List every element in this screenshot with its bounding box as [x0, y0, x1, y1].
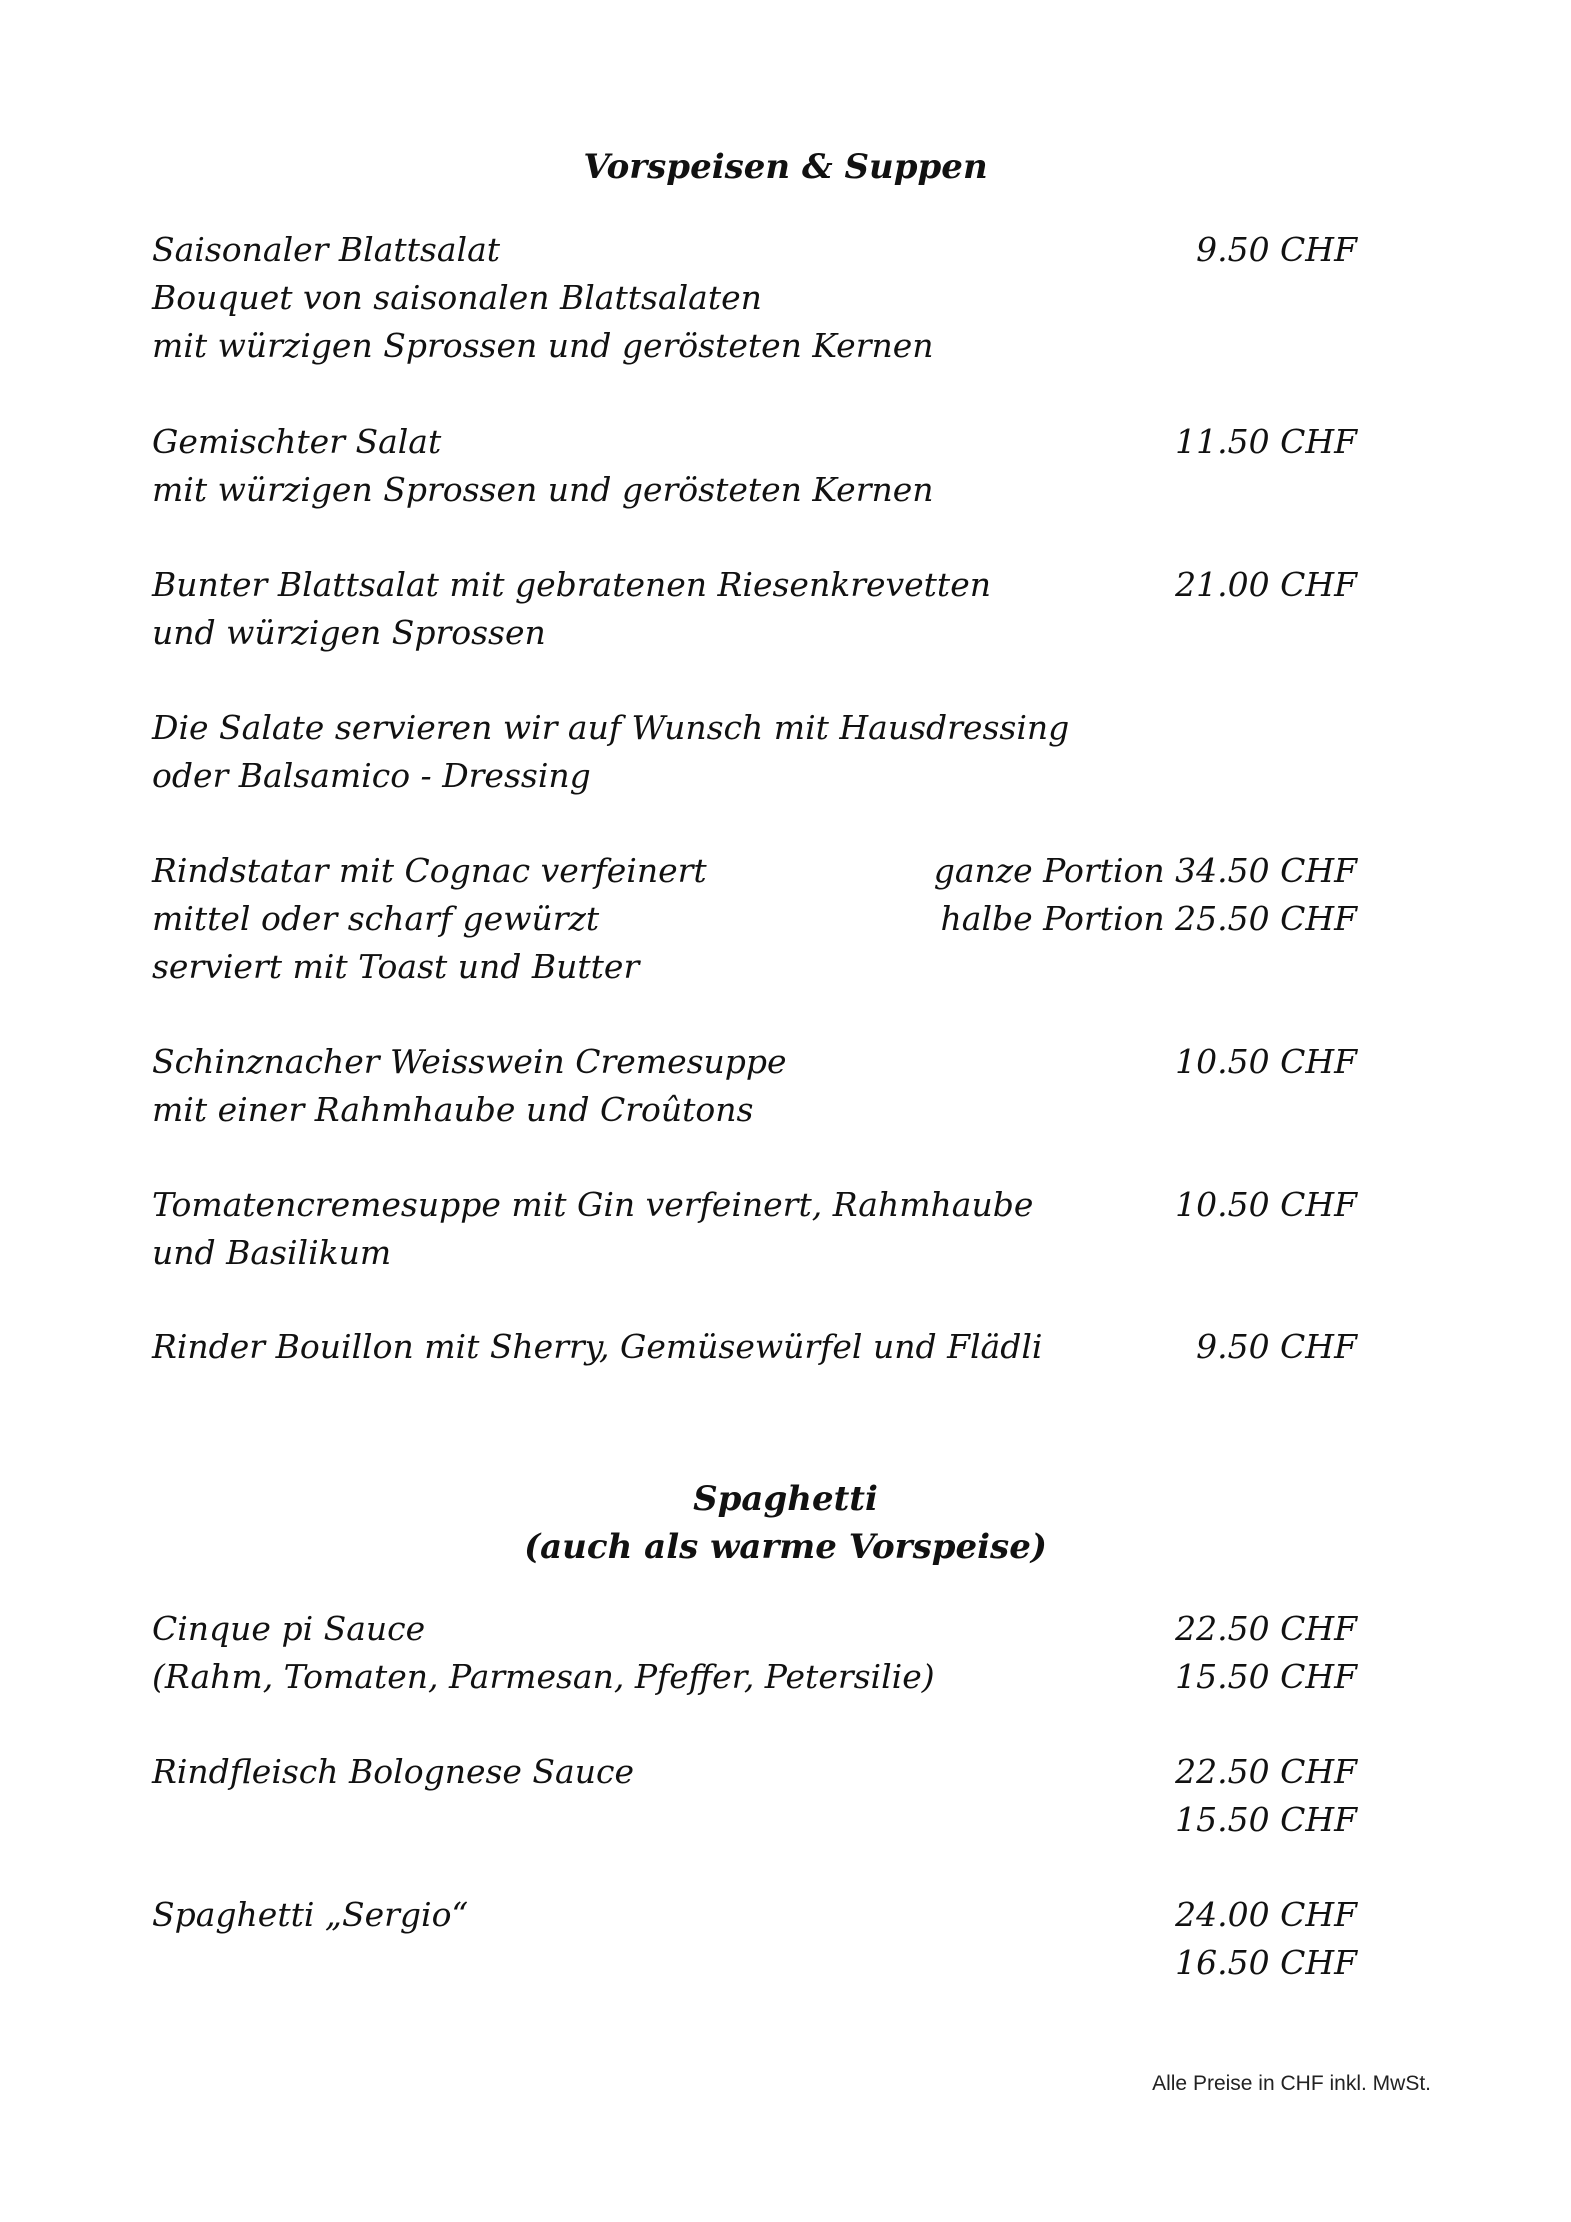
item-name: Rinder Bouillon mit Sherry, Gemüsewürfel und Flädli [152, 1327, 1043, 1366]
section-heading: Vorspeisen & Suppen [583, 147, 988, 187]
item-price: 24.00 CHF [1175, 1895, 1357, 1934]
item-price: 10.50 CHF [1175, 1185, 1357, 1224]
menu-line [152, 466, 1357, 514]
menu-line [152, 1038, 1357, 1086]
item-name: Schinznacher Weisswein Cremesuppe [152, 1042, 787, 1081]
item-price: 22.50 CHF [1175, 1752, 1357, 1791]
item-description: mit einer Rahmhaube und Croûtons [152, 1090, 754, 1129]
item-price: 16.50 CHF [1175, 1943, 1357, 1982]
item-description: serviert mit Toast und Butter [152, 947, 640, 986]
item-description: mit würzigen Sprossen und gerösteten Kernen [152, 470, 934, 509]
item-price: 10.50 CHF [1175, 1042, 1357, 1081]
item-price: ganze Portion 34.50 CHF [933, 851, 1357, 890]
menu-line [152, 418, 1357, 466]
menu-line [152, 752, 1357, 800]
item-price: 22.50 CHF [1175, 1609, 1357, 1648]
menu-line [152, 704, 1357, 752]
item-name: Saisonaler Blattsalat [152, 230, 501, 269]
menu-line [152, 1181, 1357, 1229]
item-name: Spaghetti „Sergio“ [152, 1895, 469, 1934]
menu-line [152, 274, 1357, 322]
menu-line [152, 943, 1357, 991]
item-description: (Rahm, Tomaten, Parmesan, Pfeffer, Petersilie) [152, 1657, 935, 1696]
menu-line [152, 226, 1357, 274]
item-price: 9.50 CHF [1196, 230, 1357, 269]
menu-line [152, 1086, 1357, 1134]
menu-line [152, 1229, 1357, 1277]
item-name: Gemischter Salat [152, 422, 442, 461]
item-description: Bouquet von saisonalen Blattsalaten [152, 278, 762, 317]
item-price: 11.50 CHF [1175, 422, 1357, 461]
item-description: und würzigen Sprossen [152, 613, 546, 652]
item-description: mittel oder scharf gewürzt [152, 899, 600, 938]
menu-line [152, 322, 1357, 370]
item-price: halbe Portion 25.50 CHF [940, 899, 1357, 938]
menu-line [152, 1891, 1357, 1939]
item-description: und Basilikum [152, 1233, 392, 1272]
item-price: 21.00 CHF [1175, 565, 1357, 604]
item-name: Cinque pi Sauce [152, 1609, 426, 1648]
menu-line [152, 561, 1357, 609]
dressing-note: Die Salate servieren wir auf Wunsch mit Hausdressing [152, 708, 1070, 747]
item-name: Tomatencremesuppe mit Gin verfeinert, Rahmhaube [152, 1185, 1034, 1224]
item-name: Rindfleisch Bolognese Sauce [152, 1752, 634, 1791]
dressing-note: oder Balsamico - Dressing [152, 756, 591, 795]
section-subheading: (auch als warme Vorspeise) [524, 1527, 1047, 1567]
menu-line [152, 1653, 1357, 1701]
item-name: Bunter Blattsalat mit gebratenen Riesenkrevetten [152, 565, 991, 604]
item-name: Rindstatar mit Cognac verfeinert [152, 851, 707, 890]
price-note: Alle Preise in CHF inkl. MwSt. [1152, 2072, 1431, 2095]
menu-line [152, 1796, 1357, 1844]
item-description: mit würzigen Sprossen und gerösteten Kernen [152, 326, 934, 365]
menu-line [152, 609, 1357, 657]
section-heading: Spaghetti [693, 1479, 878, 1519]
menu-line [152, 1748, 1357, 1796]
menu-line [152, 1939, 1357, 1987]
item-price: 9.50 CHF [1196, 1327, 1357, 1366]
menu-line [152, 1605, 1357, 1653]
item-price: 15.50 CHF [1175, 1657, 1357, 1696]
menu-line [152, 895, 1357, 943]
menu-line [152, 1323, 1357, 1371]
menu-line [152, 847, 1357, 895]
item-price: 15.50 CHF [1175, 1800, 1357, 1839]
